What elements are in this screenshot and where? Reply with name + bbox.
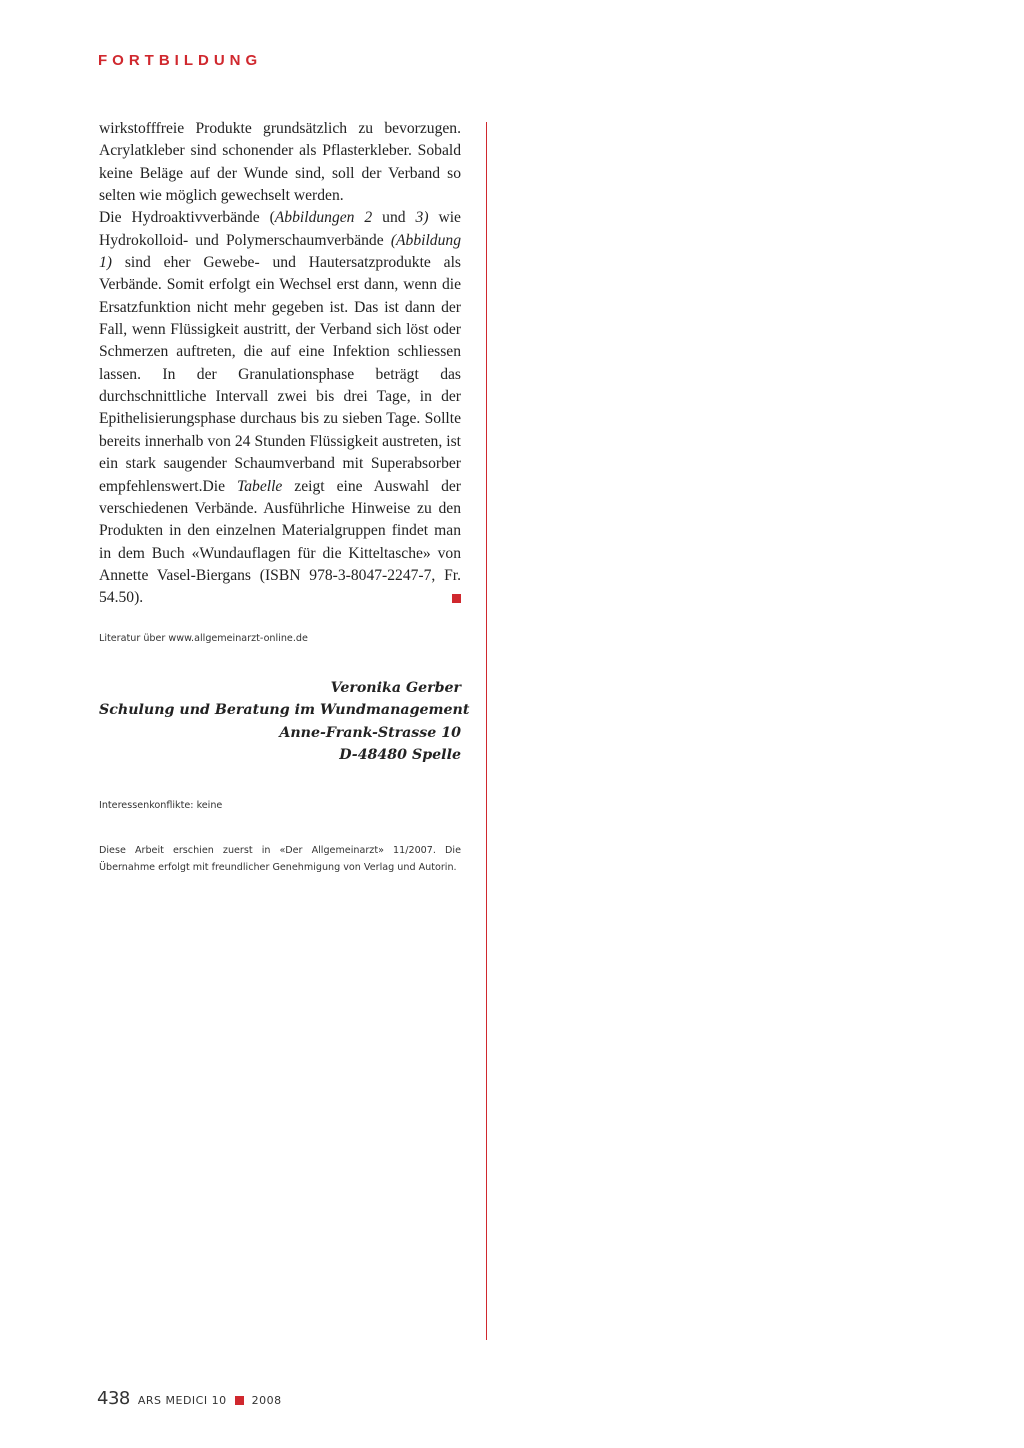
end-of-article-square-icon: [452, 594, 461, 603]
column-divider: [486, 122, 487, 1340]
paragraph-2-text: und: [372, 209, 416, 227]
conflicts-note: Interessenkonflikte: keine: [99, 800, 223, 811]
author-name: Veronika Gerber: [330, 680, 461, 696]
page-number: 438: [97, 1388, 130, 1409]
paragraph-2-text: Die Hydroaktivverbände (: [99, 209, 275, 227]
paragraph-1: wirkstofffreie Produkte grundsätzlich zu bevorzugen. Acrylatkleber sind schonender als Pflasterkleber. Sobald keine Beläge auf der Wunde sind, soll der Verband so selten wie möglich gewechselt werden.: [99, 120, 461, 205]
paragraph-2-text: zeigt eine Auswahl der verschiedenen Verbände. Ausführliche Hinweise zu den Produkten in den einzelnen Materialgruppen findet man in dem Buch «Wundauflagen für die Kitteltasche» von Annette Vasel-Biergans (ISBN 978-3-8047-2247-7, Fr. 54.50).: [99, 477, 461, 607]
figure-reference: Abbildungen 2: [274, 209, 373, 227]
figure-reference: 3): [415, 209, 429, 227]
journal-year: 2008: [251, 1394, 282, 1407]
author-city: D-48480 Spelle: [339, 747, 461, 764]
article-body: [99, 118, 461, 610]
separator-square-icon: [235, 1396, 244, 1405]
author-affiliation: Schulung und Beratung im Wundmanagement: [99, 702, 470, 719]
table-reference: Tabelle: [236, 477, 283, 495]
journal-name: ARS MEDICI 10: [137, 1394, 227, 1407]
paragraph-2: [99, 207, 461, 609]
page-footer: [97, 1388, 282, 1409]
author-street: Anne-Frank-Strasse 10: [279, 724, 461, 741]
author-address: [99, 677, 470, 767]
paragraph-2-text: wie Hydrokolloid- und Polymerschaumverbände: [99, 209, 461, 249]
literature-note: Literatur über www.allgemeinarzt-online.de: [99, 633, 308, 644]
paragraph-2-text: sind eher Gewebe- und Hautersatzprodukte als Verbände. Somit erfolgt ein Wechsel erst dann, wenn die Ersatzfunktion nicht mehr gegeben ist. Das ist dann der Fall, wenn Flüssigkeit austritt, der Verband sich löst oder Schmerzen auftreten, die auf eine Infektion schliessen lassen. In der Granulationsphase beträgt das durchschnittliche Intervall zwei bis drei Tage, in der Epithelisierungsphase durchaus bis zu sieben Tage. Sollte bereits innerhalb von 24 Stunden Flüssigkeit austreten, ist ein stark saugender Schaumverband mit Superabsorber empfehlenswert.Die: [99, 254, 461, 495]
figure-reference: (Abbildung 1): [99, 231, 461, 272]
source-note: Diese Arbeit erschien zuerst in «Der Allgemeinarzt» 11/2007. Die Übernahme erfolgt mit freundlicher Genehmigung von Verlag und Autorin.: [99, 845, 461, 873]
section-title: FORTBILDUNG: [98, 52, 263, 69]
